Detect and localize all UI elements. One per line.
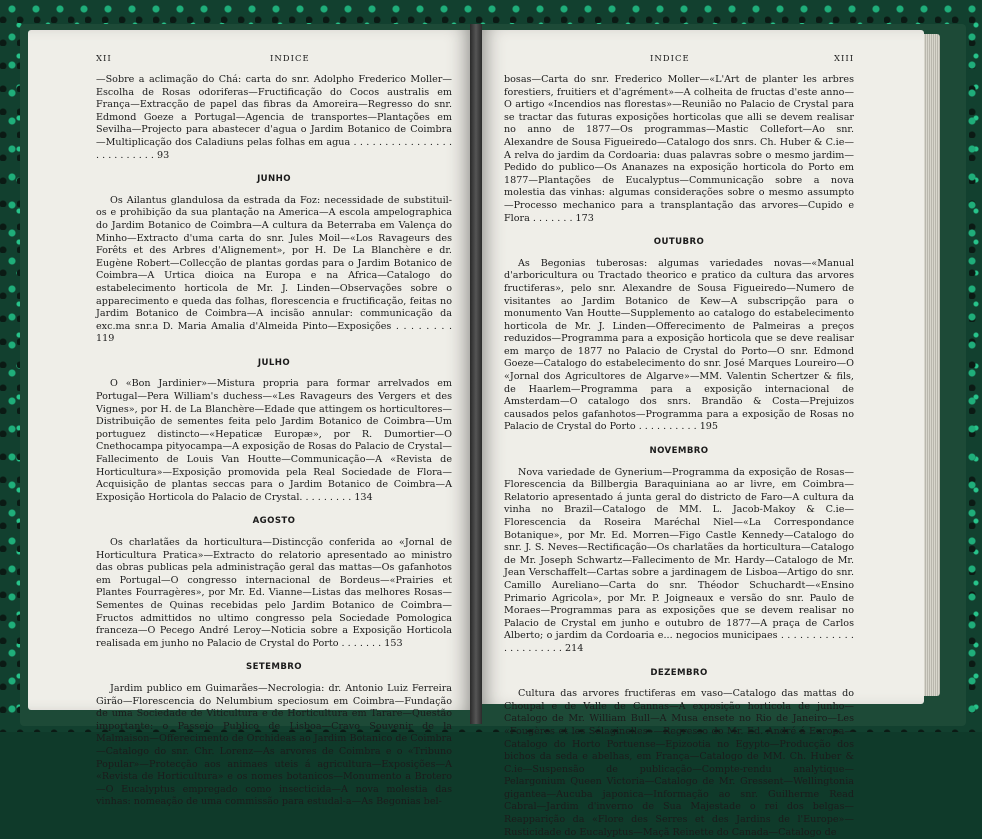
index-entry: O «Bon Jardinier»—Mistura propria para formar arrelvados em Portugal—Pera William's duchess—«Les Ravageurs des Vergers et des Vignes», por H. de La Blanchère—Edade que attingem os horticultores—Distribuição de sementes feita pelo Jardim Botanico de Coimbra—Um portuguez distincto—«Hepaticæ Europæ», por R. Dumortier—O Cnethocampa pityocampa—A exposição de Rosas do Palacio de Crystal—Fallecimento de Louis Van Houtte—Communicação—A «Revista de Horticultura»—Exposição promovida pela Real Sociedade de Flora—Acquisição de plantas seccas para o Jardim Botanico de Coimbra—A Exposição Horticola do Palacio de Crystal. . . . . . . . . 134 — [96, 378, 452, 503]
index-entry: bosas—Carta do snr. Frederico Moller—«L'Art de planter les arbres forestiers, fruitiers et d'agrément»—A colheita de fructas d'este anno—O artigo «Incendios nas florestas»—Reunião no Palacio de Crystal para se tractar das futuras exposições horticolas que alli se devem realisar no anno de 1877—Os programmas—Mastic Collefort—Ao snr. Alexandre de Sousa Figueiredo—Catalogo dos snrs. Ch. Huber & C.ie—A relva do jardim da Cordoaria: duas palavras sobre o mesmo jardim—Pedido do publico—Os Ananazes na exposição horticola do Porto em 1877—Plantações de Eucalyptus—Communicação sobre a nova molestia das vinhas: algumas considerações sobre o mesmo assumpto—Processo mechanico para a transplantação das arvores—Cupido e Flora . . . . . . . 173 — [504, 74, 854, 224]
month-heading: OUTUBRO — [653, 237, 705, 248]
right-page-header — [478, 54, 924, 68]
left-page-body — [96, 74, 452, 809]
left-page-header — [28, 54, 474, 68]
index-entry: Nova variedade de Gynerium—Programma da exposição de Rosas—Florescencia da Billbergia Baraquiniana ao ar livre, em Coimbra—Relatorio apresentado á junta geral do districto de Faro—A cultura da vinha no Brazil—Catalogo de MM. L. Jacob-Makoy & C.ie—Florescencia da Roseira Maréchal Niel—«La Correspondance Botanique», por Mr. Ed. Morren—Figo Castle Kennedy—Catalogo do snr. J. S. Neves—Rectificação—Os charlatães da horticultura—Catalogo de Mr. Joseph Schwartz—Fallecimento de Mr. Hardy—Catalogo de Mr. Jean Verschaffelt—Cartas sobre a jardinagem de Lisboa—Artigo do snr. Camillo Aureliano—Carta do snr. Théodor Schuchardt—«Ensino Primario Agricola», por Mr. P. Joigneaux e versão do snr. Paulo de Moraes—Programmas para as exposições que se devem realisar no Palacio de Crystal em junho e outubro de 1877—A praça de Carlos Alberto; o jardim da Cordoaria e... negocios municipaes . . . . . . . . . . . . . . . . . . . . . . 214 — [504, 466, 854, 654]
month-heading: NOVEMBRO — [649, 446, 709, 457]
index-entry: Jardim publico em Guimarães—Necrologia: dr. Antonio Luiz Ferreira Girão—Florescencia do Nelumbium speciosum em Coimbra—Fundação de uma Sociedade de Viticultura e de Horticultura em Tarare—Questão importante: o Passeio Publico de Lisboa—Cravo Souvenir de la Malmaison—Offerecimento de Orchideas ao Jardim Botanico de Coimbra—Catalogo do snr. Chr. Lorenz—As arvores de Coimbra e o «Tribuno Popular»—Protecção aos animaes uteis á agricultura—Exposições—A «Revista de Horticultura» e os nomes botanicos—Monumento a Brotero—O Eucalyptus empregado como insecticida—A nova molestia das vinhas: nomeação de uma commissão para estudal-a—As Begonias bel- — [96, 682, 452, 808]
month-heading: JUNHO — [257, 174, 291, 185]
month-heading: SETEMBRO — [245, 662, 303, 673]
left-page-number: XII — [96, 54, 112, 64]
page-edges — [924, 34, 940, 696]
index-entry: Os Ailantus glandulosa da estrada da Foz: necessidade de substituil-os e prohibição da sua plantação na America—A escola ampelographica do Jardim Botanico de Coimbra—A cultura da Beterraba em Valença do Minho—Extracto d'uma carta do snr. Jules Moil—«Los Ravageurs des Forêts et des Arbres d'Alignement», por H. De La Blanchère e dr. Eugène Robert—Collecção de plantas gordas para o Jardim Botanico de Coimbra—A Urtica dioica na Europa e na Africa—Catalogo do estabelecimento horticola de Mr. J. Linden—Observações sobre o apparecimento e queda das folhas, florescencia e fructificação, feitas no Jardim Botanico de Coimbra—A incisão annular: communicação da exc.ma snr.a D. Maria Amalia d'Almeida Pinto—Exposições . . . . . . . . 119 — [96, 194, 452, 345]
right-page-body — [504, 74, 854, 839]
month-heading: JULHO — [257, 357, 291, 368]
index-entry: —Sobre a aclimação do Chá: carta do snr. Adolpho Frederico Moller—Escolha de Rosas odoriferas—Fructificação do Cocos australis em França—Extracção de papel das fibras da Amoreira—Regresso do snr. Edmond Goeze a Portugal—Agencia de transportes—Plantações em Sevilha—Projecto para abastecer d'agua o Jardim Botanico de Coimbra—Multiplicação dos Caladiuns pelas folhas em agua . . . . . . . . . . . . . . . . . . . . . . . . . . 93 — [96, 74, 452, 161]
month-heading: DEZEMBRO — [650, 667, 708, 678]
index-entry: As Begonias tuberosas: algumas variedades novas—«Manual d'arboricultura ou Tractado theorico e pratico da cultura das arvores fructiferas», pelo snr. Alexandre de Sousa Figueiredo—Numero de visitantes ao Jardim Botanico de Kew—A subscripção para o monumento Van Houtte—Supplemento ao catalogo do estabelecimento horticola de Mr. J. Linden—Offerecimento de Palmeiras a preços reduzidos—Programma para a exposição horticola que se deve realisar em março de 1877 no Palacio de Crystal do Porto—O snr. Edmond Goeze—Catalogo do estabelecimento do snr. José Marques Loureiro—O «Jornal dos Agricultores de Algarve»—MM. Valentin Schertzer & fils, de Haarlem—Programma para a exposição internacional de Amsterdam—O catalogo dos snrs. Brandão & Costa—Prejuizos causados pelos gafanhotos—Programma para a exposição de Rosas no Palacio de Crystal do Porto . . . . . . . . . . 195 — [504, 257, 854, 433]
month-heading: AGOSTO — [252, 516, 296, 527]
index-entry: Cultura das arvores fructiferas em vaso—Catalogo das mattas do Choupal e de Valle de Cannas—A exposição horticola de junho—Catalogo de Mr. William Bull—A Musa ensete no Rio de Janeiro—Les «Fougères et les Sélaginelles»—Regresso do Mr. Ed. André á Europa—Catalogo do Horto Portuense—Epizootia no Egypto—Producção dos bichos da seda e abelhas, em França—Catalogo de MM. Ch. Huber & C.ie—Suspensão de publicação—Compte-rendu analytique—Pelargonium Queen Victoria—Catalogo de Mr. Gressent—Wellingtonia gigantea—Aucuba japonica—Informação ao snr. Guilherme Read Cabral—Jardim d'inverno de Sua Majestade o rei dos belgas—Reapparição da «Flore des Serres et des Jardins de l'Europe»—Rusticidade do Eucalyptus—Maçã Reinette do Canada—Catalogo de — [504, 688, 854, 838]
right-page — [478, 30, 924, 838]
book-gutter — [470, 24, 482, 724]
right-page-title: INDICE — [650, 54, 690, 64]
index-entry: Os charlatães da horticultura—Distincção conferida ao «Jornal de Horticultura Pratica»—Extracto do relatorio apresentado ao ministro das obras publicas pela administração geral das mattas—Os gafanhotos em Portugal—O congresso internacional de Bordeus—«Prairies et Plantes Fourragères», por Mr. Ed. Vianne—Listas das melhores Rosas—Sementes de Quinas recebidas pelo Jardim Botanico de Coimbra—Fructos admittidos no ultimo congresso pela Sociedade Pomologica franceza—O Pecego André Leroy—Noticia sobre a Exposição Horticola realisada em junho no Palacio de Crystal do Porto . . . . . . . 153 — [96, 537, 452, 649]
left-page — [28, 30, 474, 808]
left-page-title: INDICE — [270, 54, 310, 64]
right-page-number: XIII — [834, 54, 855, 64]
